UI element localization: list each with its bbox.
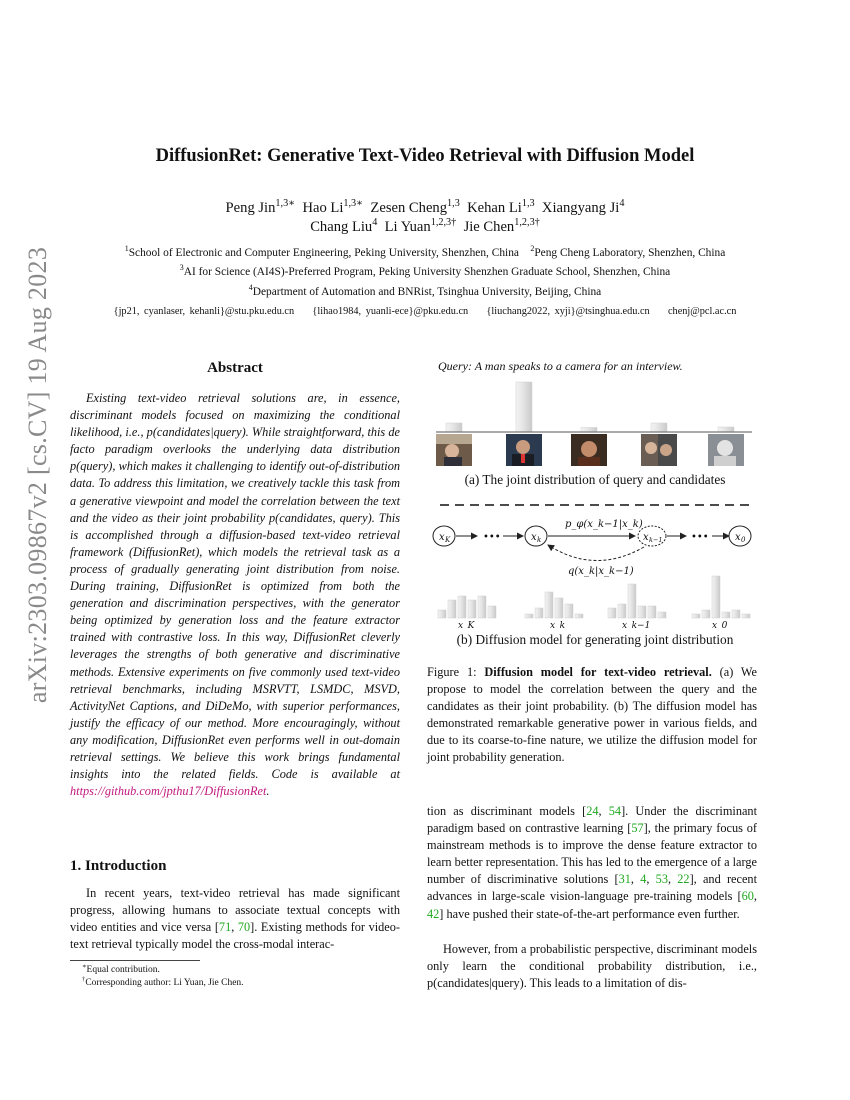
- distribution-bar: [628, 584, 636, 618]
- distribution-bar: [488, 606, 496, 618]
- author: Xiangyang Ji: [541, 200, 620, 216]
- svg-text:x: x: [531, 532, 537, 543]
- distribution-bar: [535, 608, 543, 618]
- video-thumbnail-3: [571, 434, 607, 466]
- citation[interactable]: 54: [608, 804, 622, 818]
- citation[interactable]: 71: [218, 920, 232, 935]
- intro-heading: 1. Introduction: [70, 858, 167, 874]
- citation[interactable]: 4: [640, 872, 647, 887]
- q-label: q(x_k|x_k−1): [568, 566, 634, 577]
- video-thumbnail-4: [641, 434, 677, 466]
- footnote-rule: [70, 960, 200, 961]
- q-arrow: [548, 545, 644, 561]
- svg-text:x: x: [439, 532, 445, 543]
- distribution-bar: [458, 596, 466, 618]
- footnote-2: †Corresponding author: Li Yuan, Jie Chen.: [82, 975, 244, 988]
- bar-label-xk-1: x_k−1: [622, 621, 651, 630]
- distribution-bar: [608, 608, 616, 618]
- code-link[interactable]: https://github.com/jpthu17/DiffusionRet: [70, 784, 267, 799]
- author: Zesen Cheng: [370, 200, 448, 216]
- arxiv-id: arXiv:2303.09867v2 [cs.CV] 19 Aug 2023: [23, 246, 52, 704]
- distribution-groups: [438, 576, 750, 618]
- svg-text:x: x: [735, 532, 741, 543]
- distribution-bar: [638, 606, 646, 618]
- joint-bar: [516, 382, 532, 432]
- joint-bar: [718, 427, 734, 432]
- svg-text:•••: •••: [691, 532, 709, 543]
- svg-text:0: 0: [741, 536, 746, 544]
- citation[interactable]: 53: [655, 872, 668, 887]
- distribution-bar: [448, 600, 456, 618]
- body-paragraph-2: However, from a probabilistic perspective, discriminant models only learn the conditional probability distribution, i.e., p(candidates|query). This leads to a limitation of dis-: [427, 942, 757, 991]
- citation[interactable]: 24: [586, 804, 599, 818]
- bar-label-x0: x_0: [712, 621, 728, 630]
- paper-title: DiffusionRet: Generative Text-Video Retrieval with Diffusion Model: [155, 146, 695, 166]
- distribution-bar: [692, 614, 700, 618]
- affiliation-line-2: $^3$AI for Science (AI4S)-Preferred Program, Peking University Shenzhen Graduate School, Shenzhen, China: [179, 263, 671, 278]
- distribution-bar: [732, 610, 740, 618]
- arxiv-sidebar: [20, 246, 56, 704]
- bar-label-xk: x_k: [550, 621, 566, 630]
- joint-bar: [446, 423, 462, 432]
- figure-caption-a: (a) The joint distribution of query and candidates: [464, 472, 726, 487]
- author: Hao Li: [302, 200, 344, 216]
- svg-text:k: k: [537, 536, 542, 544]
- distribution-bar: [618, 604, 626, 618]
- footnote-1: ∗Equal contribution.: [82, 962, 160, 975]
- joint-bar: [581, 428, 597, 433]
- distribution-bar: [712, 576, 720, 618]
- abstract-heading: Abstract: [207, 360, 263, 376]
- distribution-bar: [702, 610, 710, 618]
- citation[interactable]: 42: [427, 906, 440, 921]
- distribution-bar: [545, 592, 553, 618]
- citation[interactable]: 60: [741, 889, 754, 904]
- svg-text:K: K: [445, 536, 451, 544]
- video-thumbnail-2: [506, 434, 542, 466]
- citation[interactable]: 57: [631, 821, 644, 836]
- affiliation-line-1: $^1$School of Electronic and Computer Engineering, Peking University, Shenzhen, China $^2$Peng Cheng Laboratory, Shenzhen, China: [124, 244, 726, 259]
- distribution-bar: [565, 604, 573, 618]
- authors-line-1: Peng Jin$^{1,3∗}$ Hao $Li^{1,3∗}$ Zesen Cheng$^{1,3}$ Kehan Li$^{1,3}$ Xiangyang Ji$^4$: [225, 198, 625, 216]
- distribution-bar: [658, 612, 666, 618]
- body-paragraph-1: tion as discriminant models [24, 54]. Under the discriminant paradigm based on contrastive learning [57], the primary focus of mainstream methods is to improve the dense feature extractor to learn better representation. This has led to the emergence of a large number of discriminative solutions [31, 4, 53, 22], and recent advances in large-scale vision-language pre-training models [60, 42] have pushed their state-of-the-art performance even further.: [427, 804, 758, 921]
- citation[interactable]: 31: [618, 872, 631, 887]
- author: Li Yuan: [384, 219, 431, 235]
- distribution-bar: [575, 614, 583, 618]
- distribution-bar: [438, 610, 446, 618]
- intro-paragraph: In recent years, text-video retrieval has made significant progress, allowing humans to associate textual concepts with video entities and vice versa [71, 70]. Existing methods for video-text retrieval typically model the cross-modal interac-: [70, 886, 400, 952]
- authors-line-2: Chang Liu$^4$ Li Yuan$^{1,2,3\dagger}$ Jie Chen$^{1,2,3\dagger}$: [310, 217, 540, 235]
- svg-text:k−1: k−1: [649, 536, 663, 544]
- author: Peng Jin: [225, 200, 276, 216]
- citation[interactable]: 70: [237, 920, 251, 935]
- figure-1-caption: Figure 1: Diffusion model for text-video retrieval. (a) We propose to model the correlation between the query and the candidates as their joint probability. (b) The diffusion model has demonstrated remarkable generative power in various fields, and due to its coarse-to-fine nature, we utilize the diffusion model for joint probability generation.: [427, 665, 758, 765]
- svg-text:x: x: [643, 532, 649, 543]
- distribution-bar: [648, 606, 656, 618]
- bar-label-xK: x_K: [458, 621, 475, 630]
- dots: •••: [483, 532, 501, 543]
- p-label: p_φ(x_k−1|x_k): [565, 519, 643, 530]
- video-thumbnails: [436, 434, 744, 466]
- figure-caption-b: (b) Diffusion model for generating joint distribution: [456, 632, 734, 647]
- joint-bar: [651, 423, 667, 432]
- author: Jie Chen: [463, 219, 515, 235]
- author: Chang Liu: [310, 219, 373, 235]
- figure-query: Query: A man speaks to a camera for an interview.: [438, 359, 683, 373]
- joint-distribution-bars: [446, 382, 734, 432]
- author-emails: {jp21, cyanlaser, kehanli}@stu.pku.edu.cn {lihao1984, yuanli-ece}@pku.edu.cn {liuchang2022, xyji}@tsinghua.edu.cn chenj@pcl.ac.cn: [113, 306, 737, 317]
- video-thumbnail-5: [708, 434, 744, 466]
- diffusion-chain: [433, 519, 751, 577]
- abstract-body: Existing text-video retrieval solutions are, in essence, discriminant models focused on maximizing the conditional likelihood, i.e., p(candidates|query). While straightforward, this de facto paradigm overlooks the underlying data distribution p(query), which makes it challenging to identify out-of-distribution data. To address this limitation, we creatively tackle this task from a generative viewpoint and model the correlation between the text and the video as their joint probability p(candidates, query). This is accomplished through a diffusion-based text-video retrieval framework (DiffusionRet), which models the retrieval task as a process of gradually generating joint distribution from noise. During training, DiffusionRet is optimized from both the generation and discrimination perspectives, with the generator being optimized by generation loss and the feature extractor trained with contrastive loss. In this way, DiffusionRet cleverly leverages the strengths of both generative and discriminative methods. Extensive experiments on five commonly used text-video retrieval benchmarks, including MSRVTT, LSMDC, MSVD, ActivityNet Captions, and DiDeMo, with superior performances, justify the efficacy of our method. More encouragingly, without any modification, DiffusionRet even performs well in out-domain retrieval settings. We believe this work brings fundamental insights into the related fields. Code is available at https://github.com/jpthu17/DiffusionRet.: [70, 391, 400, 799]
- figure-1-graphic: [430, 375, 760, 630]
- distribution-bar: [525, 614, 533, 618]
- distribution-bar: [468, 600, 476, 618]
- author: Kehan Li: [467, 200, 522, 216]
- distribution-bar: [742, 614, 750, 618]
- affiliation-line-3: $^4$Department of Automation and BNRist, Tsinghua University, Beijing, China: [248, 283, 602, 298]
- distribution-bar: [478, 596, 486, 618]
- distribution-bar: [722, 612, 730, 618]
- citation[interactable]: 22: [677, 872, 690, 887]
- distribution-bar: [555, 598, 563, 618]
- video-thumbnail-1: [436, 434, 472, 466]
